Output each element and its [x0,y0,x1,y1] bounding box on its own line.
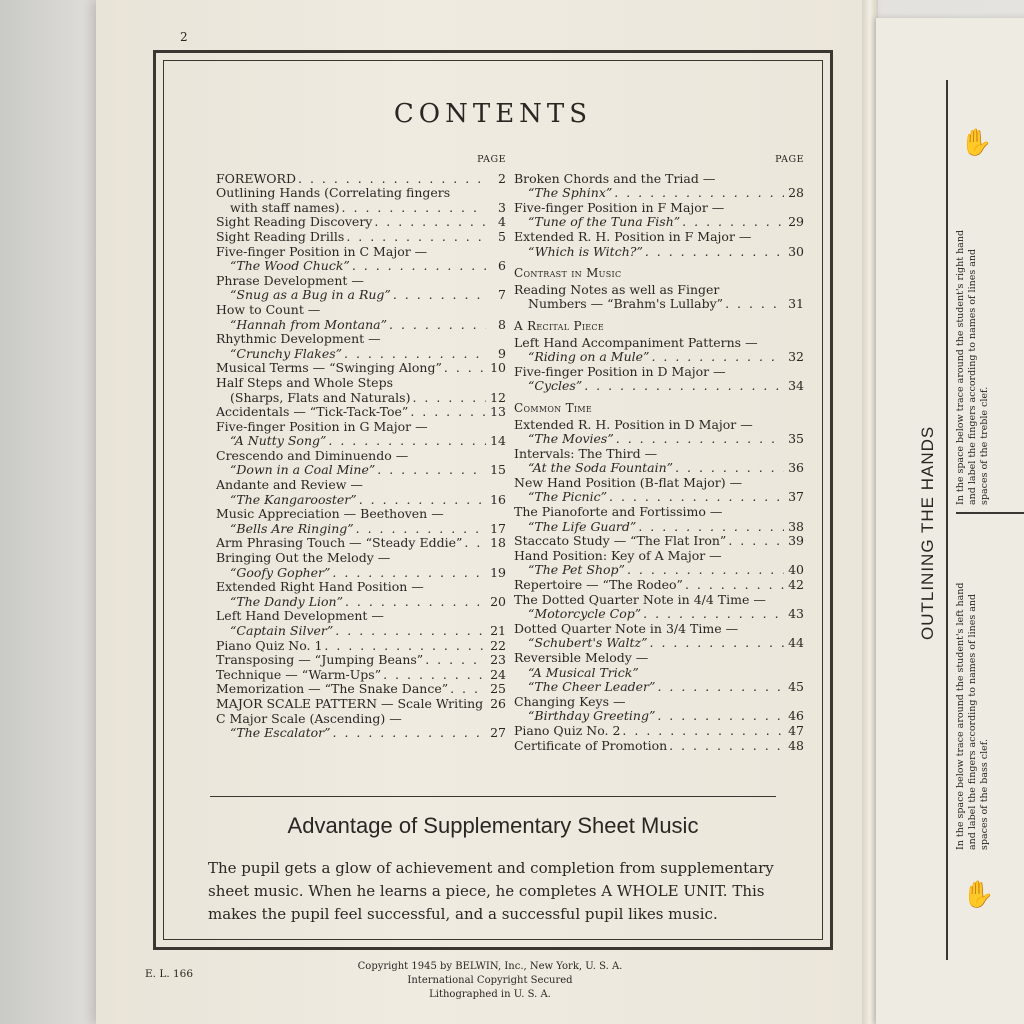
entry-page: 29 [788,214,804,230]
leader-dots [298,172,486,187]
contents-entry [216,609,506,638]
leader-dots [352,259,486,274]
entry-piece-title: “The Dandy Lion” [230,593,343,609]
footer-copyright [330,960,650,1002]
entry-page: 18 [490,535,506,551]
entry-title: Piano Quiz No. 1 [216,637,323,653]
entry-page: 9 [498,345,506,361]
leader-dots [616,432,784,447]
entry-title: C Major Scale (Ascending) — [216,710,402,726]
entry-piece-title: “The Pet Shop” [528,562,625,578]
leader-dots [627,563,784,578]
leader-dots [464,536,486,551]
entry-page: 34 [788,378,804,394]
instruction-line: and label the fingers according to names of lines and [967,248,978,505]
entry-title: Crescendo and Diminuendo — [216,447,409,463]
entry-piece-title: “Crunchy Flakes” [230,345,343,361]
entry-page: 12 [490,389,506,405]
entry-title: Outlining Hands (Correlating fingers [216,185,451,201]
entry-page: 28 [788,185,804,201]
contents-frame [153,50,833,950]
entry-title: Sight Reading Drills [216,228,345,244]
entry-title: Accidentals — “Tick-Tack-Toe” [216,404,409,420]
leader-dots [389,318,486,333]
entry-title: Piano Quiz No. 2 [514,722,621,738]
entry-title: Phrase Development — [216,272,364,288]
contents-entry [514,724,804,739]
entry-title: Left Hand Accompaniment Patterns — [514,334,758,350]
entry-piece-title: “The Picnic” [528,489,607,505]
contents-entry [216,551,506,580]
entry-title: Staccato Study — “The Flat Iron” [514,533,727,549]
entry-page: 2 [498,170,506,186]
leader-dots [344,347,486,362]
leader-dots [682,215,784,230]
leader-dots [324,639,486,654]
contents-entry [216,668,506,683]
contents-entry [514,230,804,259]
leader-dots [651,350,784,365]
entry-title: Broken Chords and the Triad — [514,170,716,186]
entry-title: Certificate of Promotion [514,737,668,753]
page-number: 2 [180,30,188,44]
contents-entry [216,230,506,245]
entry-page: 44 [788,635,804,651]
entry-page: 8 [498,316,506,332]
leader-dots [374,215,486,230]
side-rule [956,512,1024,514]
contents-entry [216,507,506,536]
entry-page: 7 [498,287,506,303]
entry-title: Extended R. H. Position in D Major — [514,416,753,432]
entry-piece-title: “A Musical Trick” [528,664,639,680]
entry-title: Hand Position: Key of A Major — [514,547,722,563]
entry-title: Five-finger Position in D Major — [514,363,726,379]
contents-entry [514,365,804,394]
entry-page: 39 [788,533,804,549]
leader-dots [685,578,784,593]
entry-title: (Sharps, Flats and Naturals) [230,389,411,405]
leader-dots [643,607,784,622]
entry-piece-title: “At the Soda Fountain” [528,460,674,476]
entry-page: 48 [788,737,804,753]
leader-dots [345,595,486,610]
entry-page: 35 [788,431,804,447]
divider [210,796,776,797]
entry-title: with staff names) [230,199,340,215]
entry-piece-title: “The Movies” [528,431,614,447]
entry-title: Andante and Review — [216,477,363,493]
leader-dots [383,668,486,683]
entry-title: Extended R. H. Position in F Major — [514,228,752,244]
contents-entry [216,712,506,741]
instruction-line: spaces of the treble clef. [979,386,990,505]
instruction-line: spaces of the bass clef. [979,739,990,850]
leader-dots [393,288,486,303]
entry-piece-title: “Motorcycle Cop” [528,606,642,622]
contents-entry [216,653,506,668]
leader-dots [412,391,486,406]
contents-entry [216,376,506,405]
entry-title: Five-finger Position in C Major — [216,243,428,259]
side-rule [946,80,948,960]
entry-page: 27 [490,725,506,741]
entry-page: 6 [498,258,506,274]
contents-entry [514,695,804,724]
entry-page: 13 [490,404,506,420]
entry-page: 25 [490,681,506,697]
leader-dots [675,461,784,476]
instruction-line: In the space below trace around the student's left hand [955,582,966,850]
contents-entry [216,332,506,361]
leader-dots [377,463,486,478]
entry-piece-title: “The Sphinx” [528,185,613,201]
contents-entry [216,303,506,332]
instruction-line: In the space below trace around the student's right hand [955,229,966,505]
entry-piece-title: “Goofy Gopher” [230,564,331,580]
leader-dots [410,405,486,420]
entry-page: 16 [490,491,506,507]
entry-page: 4 [498,214,506,230]
leader-dots [650,636,785,651]
copyright-line: Copyright 1945 by BELWIN, Inc., New York, U. S. A. [357,961,623,972]
entry-piece-title: “Down in a Coal Mine” [230,462,376,478]
entry-title: Five-finger Position in G Major — [216,418,428,434]
entry-title: Arm Phrasing Touch — “Steady Eddie” [216,535,463,551]
entry-title: Intervals: The Third — [514,445,658,461]
leader-dots [356,522,486,537]
entry-title: Half Steps and Whole Steps [216,374,393,390]
entry-page: 37 [788,489,804,505]
entry-piece-title: “The Wood Chuck” [230,258,350,274]
entry-title: Technique — “Warm-Ups” [216,666,382,682]
contents-right-column [514,153,804,753]
entry-page: 36 [788,460,804,476]
entry-title: Extended Right Hand Position — [216,579,424,595]
leader-dots [332,566,486,581]
entry-page: 21 [490,623,506,638]
left-hand-icon: ✋ [962,880,995,910]
contents-entry [514,283,804,312]
contents-entry [514,418,804,447]
entry-title: Dotted Quarter Note in 3/4 Time — [514,620,739,636]
entry-page: 23 [490,652,506,668]
contents-entry [216,449,506,478]
leader-dots [425,653,486,668]
entry-piece-title: “Hannah from Montana” [230,316,388,332]
leader-dots [485,697,486,712]
entry-piece-title: “Which is Witch?” [528,243,643,259]
entry-title: MAJOR SCALE PATTERN — Scale Writing [216,695,484,711]
entry-page: 32 [788,349,804,365]
contents-inner-frame [163,60,823,940]
entry-piece-title: “Schubert's Waltz” [528,635,648,651]
entry-title: The Dotted Quarter Note in 4/4 Time — [514,591,766,607]
contents-entry [514,476,804,505]
contents-entry [514,447,804,476]
contents-entry [216,172,506,187]
entry-page: 42 [788,577,804,593]
entry-piece-title: “The Kangarooster” [230,491,357,507]
entry-page: 5 [498,228,506,244]
entry-page: 46 [788,708,804,724]
entry-title: Sight Reading Discovery [216,214,373,230]
right-hand-icon: ✋ [960,128,993,158]
footer-code: E. L. 166 [145,968,194,980]
entry-piece-title: “Bells Are Ringing” [230,520,354,536]
contents-entry [216,580,506,609]
contents-entry [514,739,804,754]
instruction-line: and label the fingers according to names of lines and [967,593,978,850]
leader-dots [622,724,784,739]
leader-dots [725,297,784,312]
entry-title: Five-finger Position in F Major — [514,199,725,215]
contents-entry [216,639,506,654]
contents-section-heading: A Recital Piece [514,318,604,333]
contents-entry [514,549,804,578]
contents-entry [514,622,804,651]
leader-dots [444,361,486,376]
contents-entry [514,172,804,201]
copyright-line: International Copyright Secured [407,975,573,986]
entry-piece-title: “The Life Guard” [528,518,637,534]
contents-entry [216,186,506,215]
left-hand-instruction [955,583,991,850]
entry-page: 10 [490,360,506,376]
entry-title: Numbers — “Brahm's Lullaby” [528,296,724,312]
entry-page: 15 [490,462,506,478]
entry-title: Transposing — “Jumping Beans” [216,652,424,668]
leader-dots [342,201,486,216]
contents-entry [216,274,506,303]
entry-page: 38 [788,518,804,534]
entry-page: 19 [490,564,506,580]
contents-title: CONTENTS [393,99,593,129]
entry-title: Bringing Out the Melody — [216,550,391,566]
leader-dots [328,434,486,449]
entry-piece-title: “Tune of the Tuna Fish” [528,214,681,230]
leader-dots [645,245,784,260]
contents-entry [216,215,506,230]
entry-page: 31 [788,296,804,312]
entry-title: Reversible Melody — [514,650,649,665]
contents-entry [216,478,506,507]
contents-entry [514,505,804,534]
leader-dots [450,682,486,697]
entry-title: Changing Keys — [514,693,626,709]
entry-page: 14 [490,433,506,449]
entry-piece-title: “A Nutty Song” [230,433,327,449]
contents-entry [514,593,804,622]
contents-entry [216,697,506,712]
advantage-title: Advantage of Supplementary Sheet Music [287,813,699,838]
leader-dots [346,230,486,245]
contents-section-heading: Contrast in Music [514,266,622,281]
leader-dots [584,379,784,394]
entry-page: 20 [490,593,506,609]
leader-dots [669,739,784,754]
leader-dots [333,726,486,741]
facing-page [876,18,1024,1024]
contents-entry [216,420,506,449]
leader-dots [359,493,486,508]
entry-piece-title: “Birthday Greeting” [528,708,656,724]
entry-title: New Hand Position (B-flat Major) — [514,474,743,490]
entry-page: 22 [490,637,506,653]
contents-left-column [216,153,506,741]
entry-page: 40 [788,562,804,578]
entry-piece-title: “Riding on a Mule” [528,349,650,365]
entry-title: FOREWORD [216,170,296,186]
entry-piece-title: “Snug as a Bug in a Rug” [230,287,391,303]
entry-piece-title: “The Cheer Leader” [528,679,656,695]
entry-title: How to Count — [216,301,321,317]
entry-title: Memorization — “The Snake Dance” [216,681,449,697]
entry-page: 24 [490,666,506,682]
right-hand-instruction [955,230,991,505]
contents-entry [216,361,506,376]
copyright-line: Lithographed in U. S. A. [429,989,551,1000]
contents-entry [514,578,804,593]
outlining-hands-title: OUTLINING THE HANDS [918,425,937,640]
entry-page: 26 [490,695,506,711]
entry-page: 3 [498,199,506,215]
contents-entry [514,651,804,695]
leader-dots [614,186,784,201]
entry-title: Musical Terms — “Swinging Along” [216,360,442,376]
contents-entry [216,245,506,274]
contents-entry [216,682,506,697]
entry-piece-title: “Captain Silver” [230,623,334,638]
leader-dots [728,534,784,549]
page-column-label: PAGE [775,154,804,165]
contents-entry [514,534,804,549]
entry-page: 43 [788,606,804,622]
entry-page: 17 [490,520,506,536]
leader-dots [638,520,784,535]
entry-title: Reading Notes as well as Finger [514,281,720,297]
entry-title: Music Appreciation — Beethoven — [216,506,444,522]
entry-piece-title: “Cycles” [528,378,583,394]
leader-dots [335,624,486,639]
entry-page: 30 [788,243,804,259]
advantage-body: The pupil gets a glow of achievement and completion from supplementary sheet music. When he learns a piece, he completes A WHOLE UNIT. This makes the pupil feel successful, and a successful pupil likes music. [208,859,774,923]
page-column-label: PAGE [477,154,506,165]
contents-entry [216,536,506,551]
contents-entry [514,201,804,230]
leader-dots [657,709,784,724]
entry-title: Repertoire — “The Rodeo” [514,577,683,593]
entry-piece-title: “The Escalator” [230,725,331,741]
entry-title: Left Hand Development — [216,608,384,624]
contents-entry [216,405,506,420]
entry-page: 47 [788,722,804,738]
entry-title: Rhythmic Development — [216,331,381,347]
contents-section-heading: Common Time [514,400,592,415]
leader-dots [609,490,784,505]
entry-title: The Pianoforte and Fortissimo — [514,504,723,520]
leader-dots [657,680,784,695]
contents-entry [514,336,804,365]
entry-page: 45 [788,679,804,695]
